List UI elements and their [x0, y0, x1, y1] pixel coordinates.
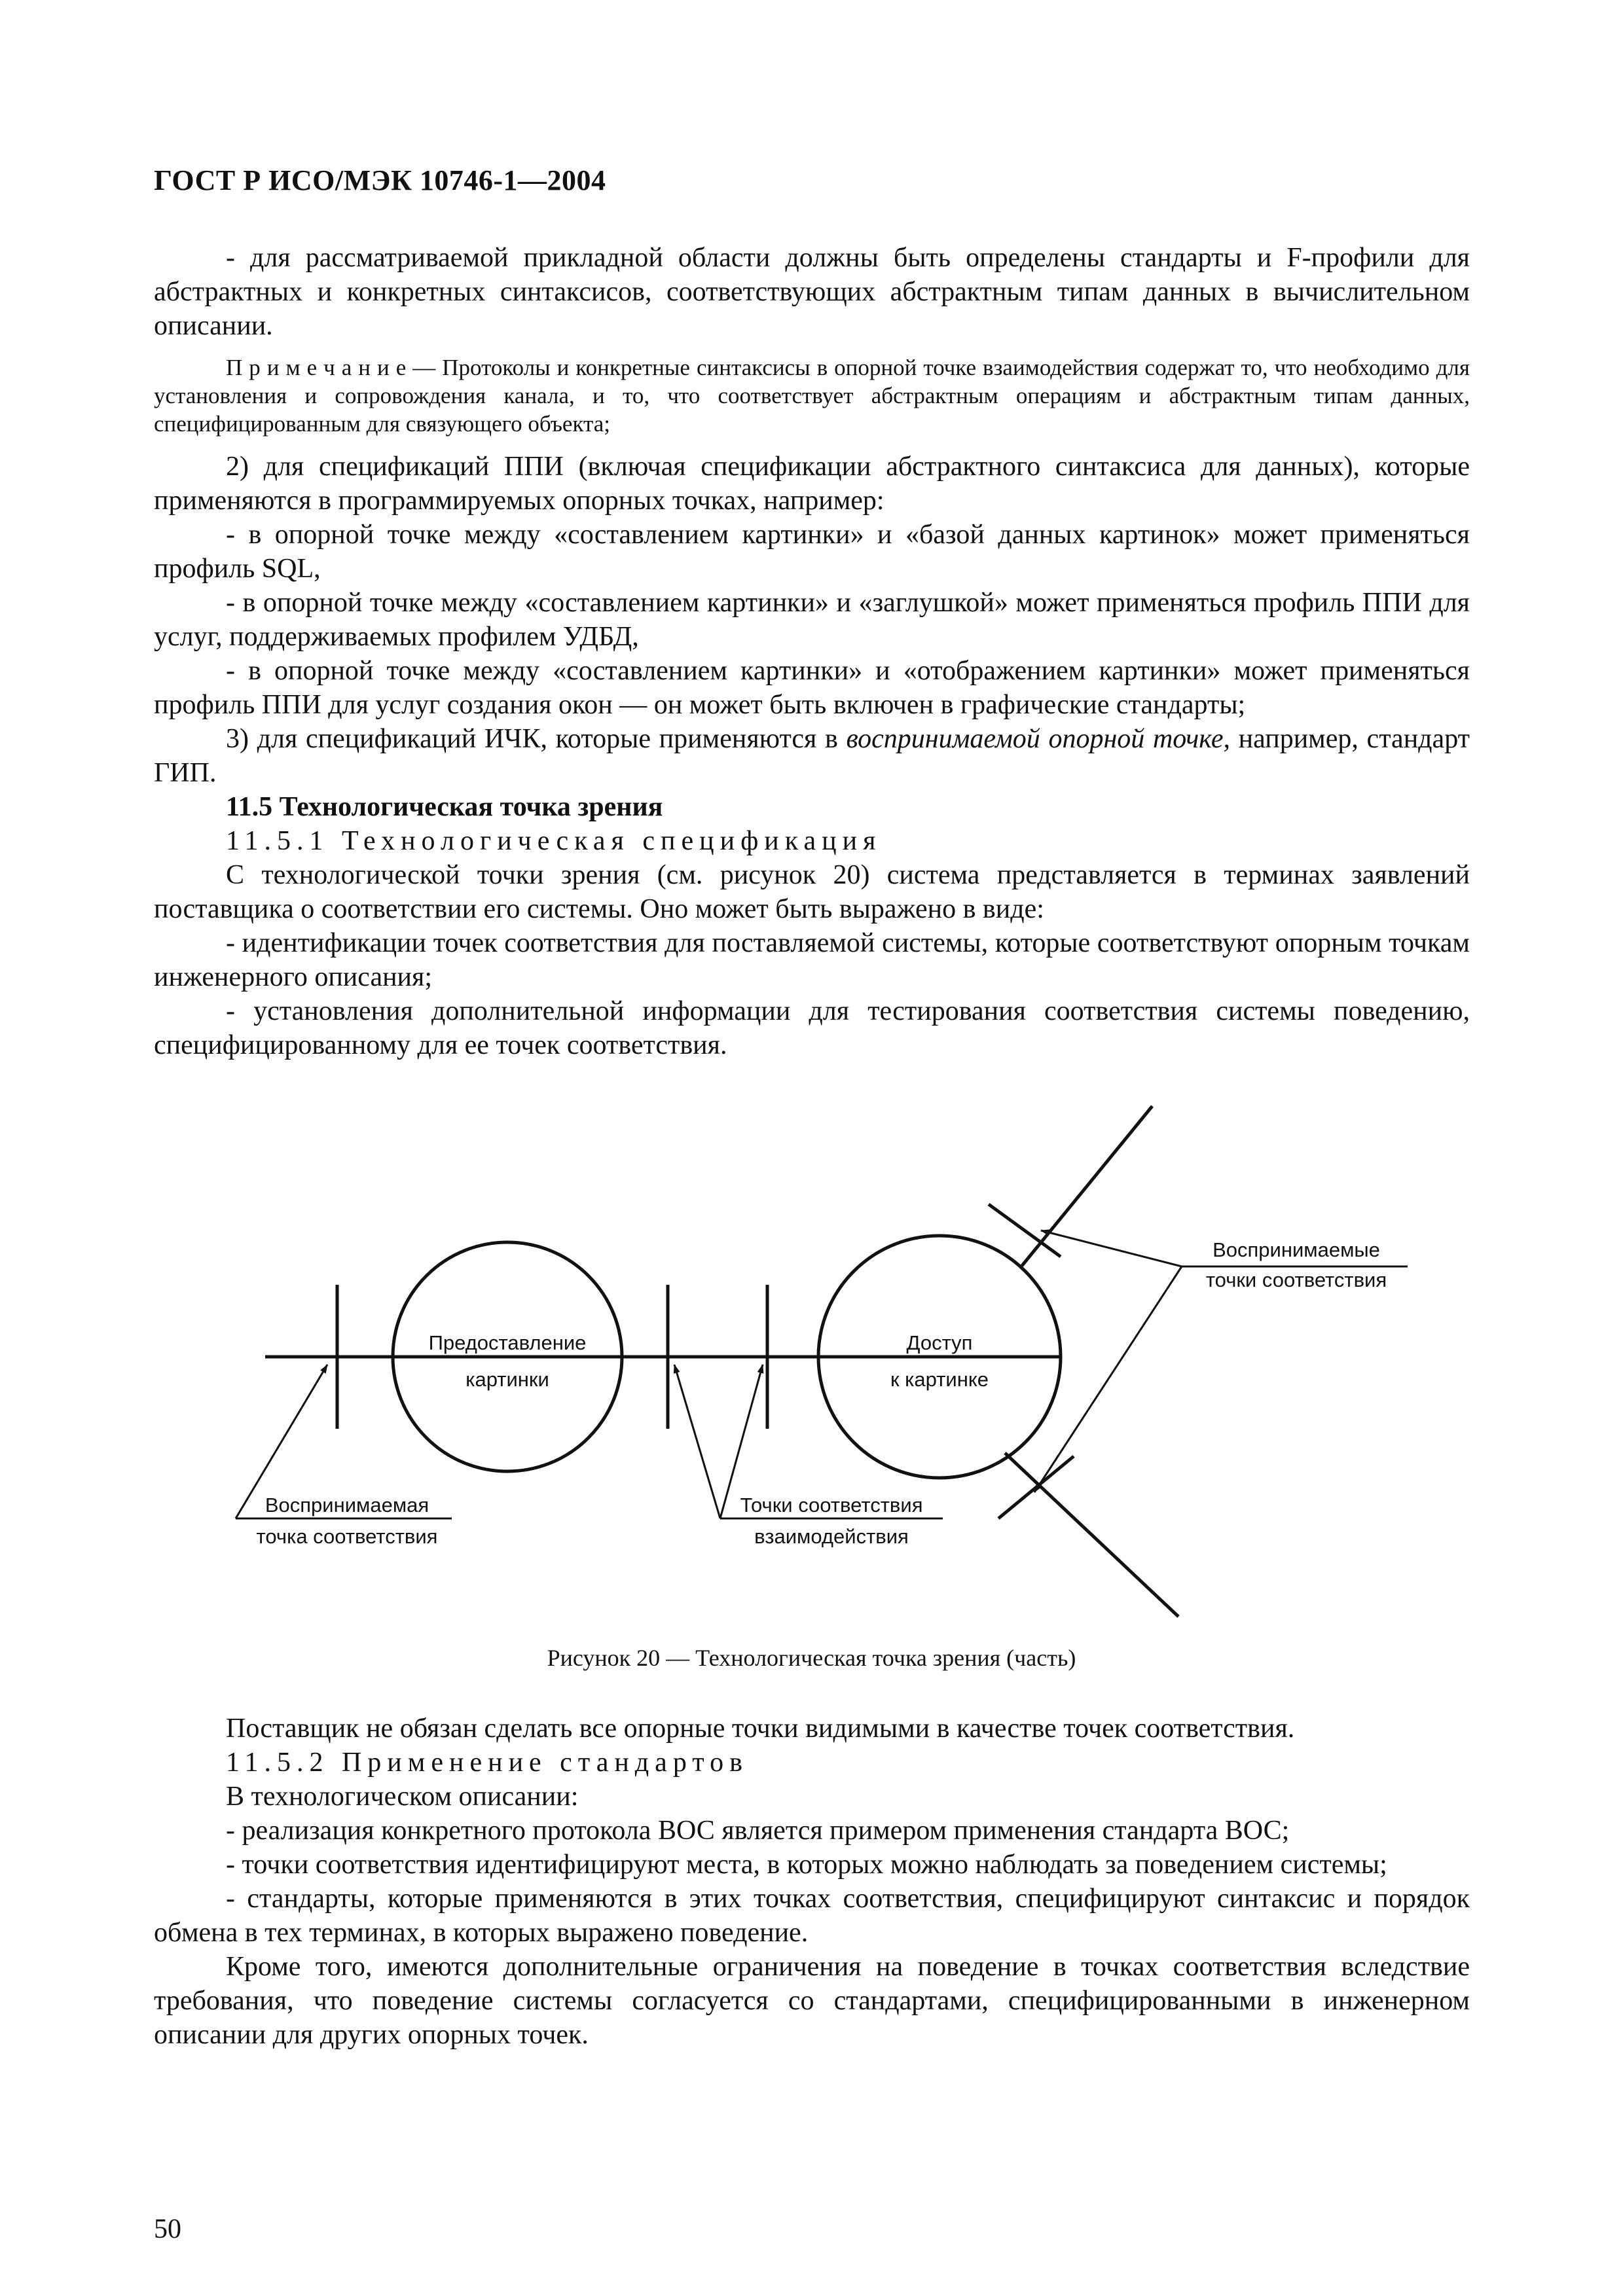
body-top	[154, 241, 1470, 1062]
paragraph-2: 2) для спецификаций ППИ (включая спецификации абстрактного синтаксиса для данных), которые применяются в программируемых опорных точках, например:	[154, 452, 1470, 516]
paragraph-3: - в опорной точке между «составлением картинки» и «базой данных картинок» может применяться профиль SQL,	[154, 520, 1470, 584]
paragraph-6-end: например, стандарт ГИП.	[154, 724, 1470, 788]
interaction-label-2: взаимодействия	[754, 1525, 909, 1548]
circle-right-label-2: к картинке	[890, 1368, 989, 1391]
perceptual-single-label-2: точка соответствия	[256, 1525, 438, 1548]
circle-left-label-2: картинки	[465, 1368, 549, 1391]
paragraph-11: В технологическом описании:	[226, 1782, 579, 1812]
circle-left-label-1: Предоставление	[428, 1331, 587, 1354]
perceptual-plural-label-1: Воспринимаемые	[1213, 1238, 1380, 1261]
arrow-interaction-1	[674, 1365, 720, 1518]
note-text: Протоколы и конкретные синтаксисы в опорной точке взаимодействия содержат то, что необходимо для установления и сопровождения канала, и то, что соответствует абстрактным операциям и абстрактным типам данных, специфицированным для связующего объекта;	[154, 355, 1470, 437]
arrow-perceptual-upper	[1041, 1230, 1182, 1266]
paragraph-6-start: 3) для спецификаций ИЧК, которые применяются в	[226, 724, 847, 754]
page-number: 50	[154, 2214, 181, 2244]
paragraph-9: - установления дополнительной информации для тестирования соответствия системы поведению, специфицированному для ее точек соответствия.	[154, 996, 1470, 1060]
paragraph-12: - реализация конкретного протокола ВОС является примером применения стандарта ВОС;	[226, 1816, 1290, 1846]
paragraph-15: Кроме того, имеются дополнительные ограничения на поведение в точках соответствия вследствие требования, что поведение системы согласуется со стандартами, специфицированными в инженерном описании для других опорных точек.	[154, 1952, 1470, 2050]
note-label: П р и м е ч а н и е —	[226, 355, 436, 380]
paragraph-13: - точки соответствия идентифицируют места, в которых можно наблюдать за поведением системы;	[226, 1850, 1387, 1880]
arrow-perceptual-lower	[1034, 1266, 1182, 1492]
paragraph-5: - в опорной точке между «составлением картинки» и «отображением картинки» может применяться профиль ППИ для услуг создания окон — он может быть включен в графические стандарты;	[154, 656, 1470, 720]
document-header: ГОСТ Р ИСО/МЭК 10746-1—2004	[154, 164, 606, 196]
subsection-heading-2: 11.5.2 Применение стандартов	[226, 1748, 748, 1778]
paragraph-6	[154, 722, 1470, 790]
paragraph-4: - в опорной точке между «составлением картинки» и «заглушкой» может применяться профиль ППИ для услуг, поддерживаемых профилем УДБД,	[154, 588, 1470, 652]
interaction-label-1: Точки соответствия	[740, 1494, 923, 1516]
paragraph-6-italic: воспринимаемой опорной точке,	[846, 724, 1230, 754]
paragraph-1: - для рассматриваемой прикладной области должны быть определены стандарты и F-профили для абстрактных и конкретных синтаксисов, соответствующих абстрактным типам данных в вычислительном описании.	[154, 243, 1470, 341]
diag-line-lower	[1005, 1453, 1178, 1617]
figure-caption: Рисунок 20 — Технологическая точка зрения (часть)	[547, 1645, 1076, 1671]
paragraph-7: С технологической точки зрения (см. рисунок 20) система представляется в терминах заявлений поставщика о соответствии его системы. Оно может быть выражено в виде:	[154, 860, 1470, 924]
circle-right-label-1: Доступ	[906, 1331, 973, 1354]
section-heading: 11.5 Технологическая точка зрения	[226, 792, 663, 822]
paragraph-14: - стандарты, которые применяются в этих точках соответствия, специфицируют синтаксис и порядок обмена в тех терминах, в которых выражено поведение.	[154, 1884, 1470, 1948]
perceptual-single-label-1: Воспринимаемая	[264, 1494, 429, 1516]
subsection-heading-1: 11.5.1 Технологическая спецификация	[226, 826, 882, 856]
perceptual-plural-label-2: точки соответствия	[1205, 1268, 1387, 1291]
figure-diagram	[0, 1086, 1623, 1636]
paragraph-8: - идентификации точек соответствия для поставляемой системы, которые соответствуют опорным точкам инженерного описания;	[154, 928, 1470, 992]
body-bottom	[154, 1712, 1470, 2052]
note	[154, 353, 1470, 438]
figure-20	[0, 1086, 1623, 1636]
paragraph-10: Поставщик не обязан сделать все опорные точки видимыми в качестве точек соответствия.	[226, 1713, 1295, 1744]
